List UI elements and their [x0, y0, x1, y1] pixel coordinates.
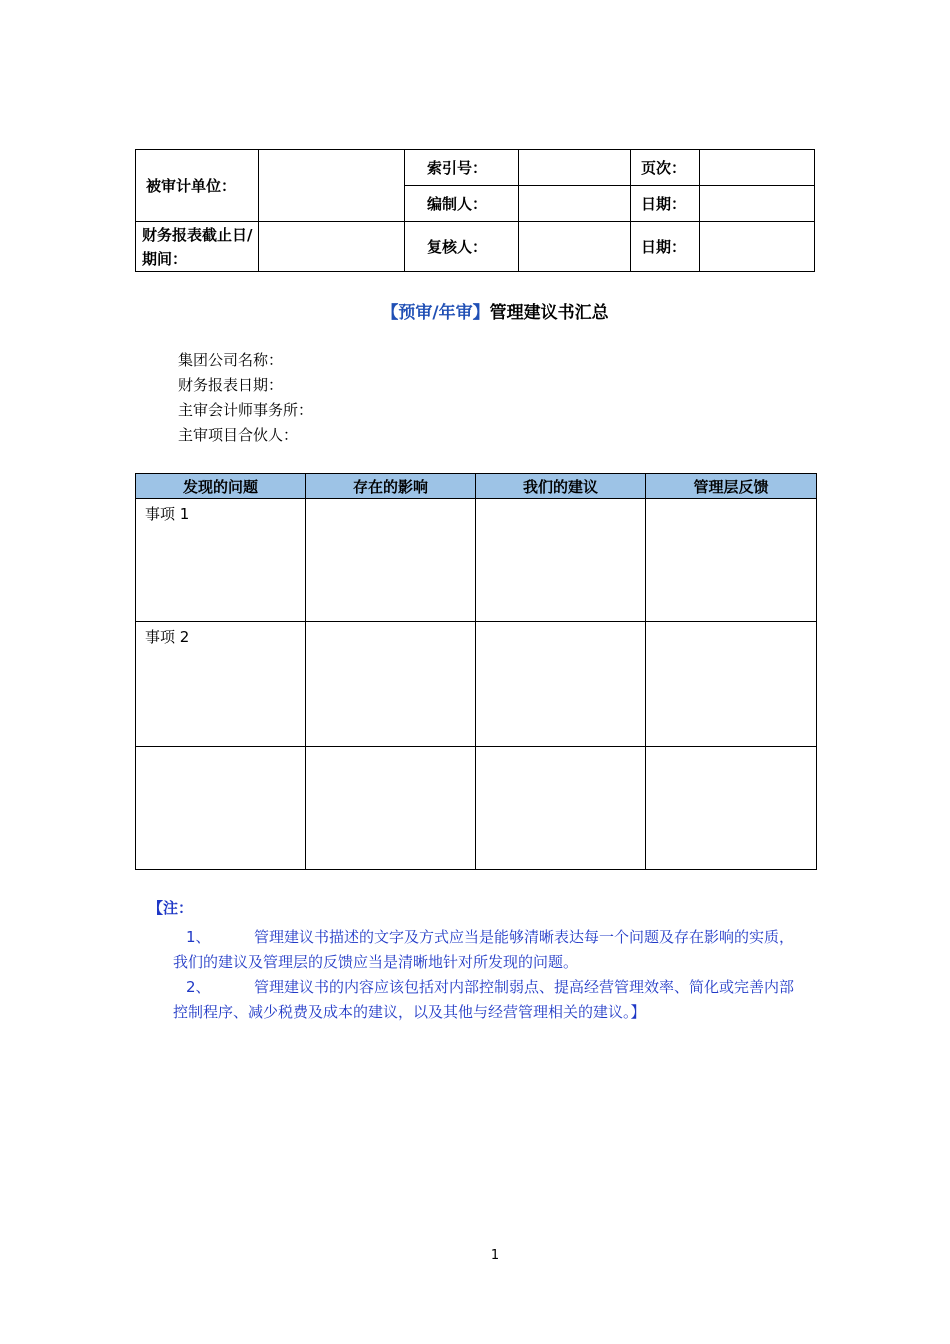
note-number: 1、	[186, 928, 211, 946]
review-date-label: 日期：	[631, 222, 700, 272]
note-item-2	[148, 975, 868, 1025]
group-company-label: 集团公司名称：	[178, 351, 284, 369]
note-number: 2、	[186, 978, 211, 996]
notes-section	[148, 897, 868, 1025]
review-date-field[interactable]	[700, 222, 815, 272]
report-date-label: 财务报表日期：	[178, 376, 284, 394]
note-item-1	[148, 925, 868, 975]
table-cell[interactable]	[136, 747, 306, 870]
audited-unit-label: 被审计单位：	[136, 150, 259, 222]
title-audit-type: 【预审/年审】	[381, 303, 490, 323]
table-row	[136, 622, 817, 747]
date-label: 日期：	[631, 186, 700, 222]
audited-unit-field[interactable]	[259, 150, 405, 222]
note-text: 我们的建议及管理层的反馈应当是清晰地针对所发现的问题。	[173, 953, 579, 971]
table-cell[interactable]: 事项 1	[136, 499, 306, 622]
table-cell[interactable]	[646, 747, 817, 870]
table-cell[interactable]	[476, 499, 646, 622]
audit-info-table	[135, 149, 815, 272]
notes-heading: 【注：	[148, 899, 194, 917]
table-cell[interactable]	[306, 747, 476, 870]
page-field[interactable]	[700, 150, 815, 186]
table-cell[interactable]	[646, 499, 817, 622]
note-text: 管理建议书描述的文字及方式应当是能够清晰表达每一个问题及存在影响的实质，	[254, 928, 795, 946]
page-title	[0, 298, 950, 323]
company-meta	[178, 348, 313, 448]
prepared-by-field[interactable]	[519, 186, 631, 222]
index-no-label: 索引号：	[405, 150, 519, 186]
date-field[interactable]	[700, 186, 815, 222]
index-no-field[interactable]	[519, 150, 631, 186]
table-cell[interactable]	[306, 622, 476, 747]
table-row	[136, 499, 817, 622]
column-header: 发现的问题	[136, 474, 306, 499]
prepared-by-label: 编制人：	[405, 186, 519, 222]
lead-firm-label: 主审会计师事务所：	[178, 401, 314, 419]
note-text: 管理建议书的内容应该包括对内部控制弱点、提高经营管理效率、简化或完善内部	[254, 978, 795, 996]
table-cell[interactable]: 事项 2	[136, 622, 306, 747]
table-cell[interactable]	[646, 622, 817, 747]
reviewer-label: 复核人：	[405, 222, 519, 272]
reviewer-field[interactable]	[519, 222, 631, 272]
column-header: 存在的影响	[306, 474, 476, 499]
period-label: 财务报表截止日/期间：	[136, 222, 259, 272]
page-number: 1	[490, 1248, 500, 1263]
page-label: 页次：	[631, 150, 700, 186]
table-cell[interactable]	[306, 499, 476, 622]
table-cell[interactable]	[476, 747, 646, 870]
title-text: 管理建议书汇总	[489, 303, 609, 323]
lead-partner-label: 主审项目合伙人：	[178, 426, 299, 444]
table-cell[interactable]	[476, 622, 646, 747]
note-text: 控制程序、减少税费及成本的建议，以及其他与经营管理相关的建议。】	[173, 1003, 646, 1021]
column-header: 管理层反馈	[646, 474, 817, 499]
table-header-row	[136, 474, 817, 499]
period-field[interactable]	[259, 222, 405, 272]
table-row	[136, 747, 817, 870]
column-header: 我们的建议	[476, 474, 646, 499]
findings-table	[135, 473, 817, 870]
